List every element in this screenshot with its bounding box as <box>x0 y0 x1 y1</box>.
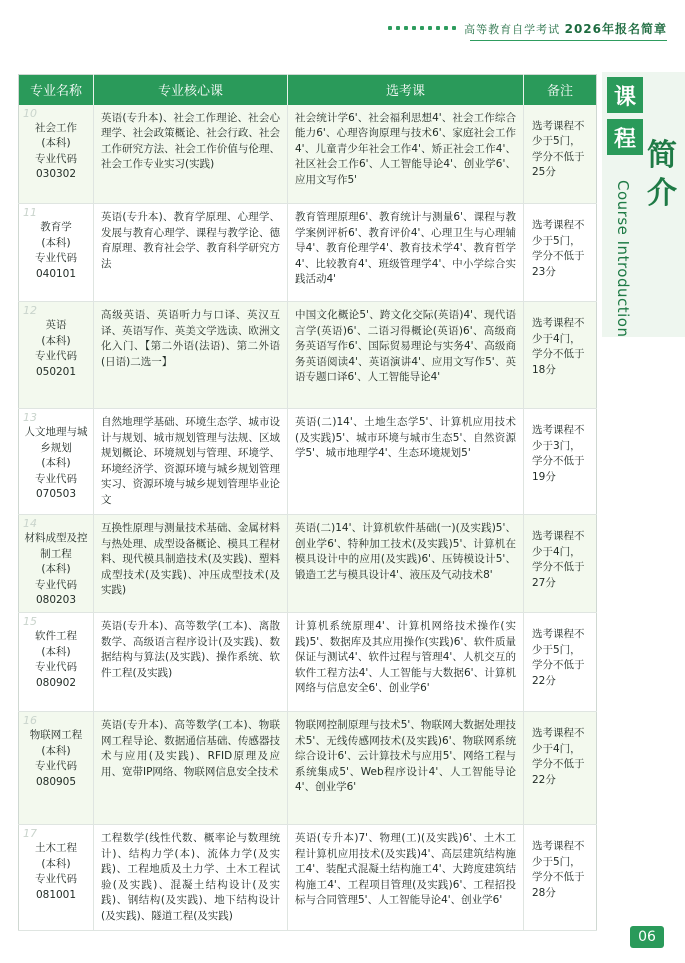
table-row <box>19 515 597 613</box>
table-row <box>19 105 597 204</box>
row-number: 17 <box>23 827 37 840</box>
page-header <box>388 18 667 38</box>
row-number: 13 <box>23 411 37 424</box>
major-name: 社会工作 <box>35 121 77 134</box>
row-number: 15 <box>23 615 37 628</box>
header-dots-decoration <box>388 26 456 30</box>
major-cell <box>19 409 94 515</box>
major-name: 材料成型及控制工程 <box>24 532 88 560</box>
major-level: (本科) <box>41 236 71 249</box>
major-code-label: 专业代码 <box>35 578 77 591</box>
major-cell <box>19 515 94 613</box>
elective-courses: 英语(二)14'、土地生态学5'、计算机应用技术(及实践)5'、城市环境与城市生态5'、自然资源学5'、城市地理学4'、生态环境规划5' <box>288 409 524 515</box>
major-level: (本科) <box>41 137 71 149</box>
course-intro-sidebar <box>602 72 685 352</box>
major-name: 教育学 <box>40 221 72 233</box>
note: 选考课程不少于5门，学分不低于28分 <box>524 825 597 931</box>
core-courses: 英语(专升本)、社会工作理论、社会心理学、社会政策概论、社会行政、社会工作研究方法、社会工作价值与伦理、社会工作专业实习(实践) <box>94 105 288 204</box>
major-level: (本科) <box>41 457 71 469</box>
header-major: 专业名称 <box>19 75 94 105</box>
sidebar-char-2: 程 <box>607 119 643 155</box>
major-code-label: 专业代码 <box>35 472 77 485</box>
major-code-label: 专业代码 <box>35 350 77 362</box>
core-courses: 英语(专升本)、高等数学(工本)、物联网工程导论、数据通信基础、传感器技术与应用(及实践)、RFID原理及应用、宽带IP网络、物联网信息安全技术 <box>94 712 288 825</box>
major-level: (本科) <box>41 334 71 347</box>
table-row <box>19 825 597 931</box>
major-course-table <box>18 74 597 931</box>
table-row <box>19 302 597 409</box>
row-number: 11 <box>23 206 37 219</box>
header-core-courses: 专业核心课 <box>94 75 288 105</box>
major-code-label: 专业代码 <box>35 873 77 885</box>
major-code-label: 专业代码 <box>35 152 77 165</box>
elective-courses: 英语(二)14'、计算机软件基础(一)(及实践)5'、创业学6'、特种加工技术(及实践)5'、计算机在模具设计中的应用(及实践)6'、压铸模设计5'、锻造工艺与模具设计4'、液压及气动技术8' <box>288 515 524 613</box>
major-cell <box>19 204 94 302</box>
major-code: 081001 <box>35 888 77 901</box>
note: 选考课程不少于4门，学分不低于27分 <box>524 515 597 613</box>
major-code-label: 专业代码 <box>35 760 77 772</box>
note: 选考课程不少于5门，学分不低于23分 <box>524 204 597 302</box>
elective-courses: 中国文化概论5'、跨文化交际(英语)4'、现代语言学(英语)6'、二语习得概论(英语)6'、高级商务英语写作6'、国际贸易理论与实务4'、高级商务英语阅读4'、英语演讲4'、应用文写作5'、英语专题口译6'、人工智能导论4' <box>288 302 524 409</box>
row-number: 10 <box>23 106 37 120</box>
note: 选考课程不少于5门，学分不低于25分 <box>524 105 597 204</box>
core-courses: 英语(专升本)、教育学原理、心理学、发展与教育心理学、课程与教学论、德育原理、教育社会学、教育科学研究方法 <box>94 204 288 302</box>
major-code: 080905 <box>35 775 77 788</box>
major-name: 软件工程 <box>35 630 77 642</box>
major-cell <box>19 712 94 825</box>
major-cell <box>19 302 94 409</box>
table-row <box>19 409 597 515</box>
major-code: 080203 <box>35 594 77 606</box>
major-cell <box>19 825 94 931</box>
row-number: 16 <box>23 714 37 727</box>
page-number: 06 <box>630 926 664 948</box>
core-courses: 自然地理学基础、环境生态学、城市设计与规划、城市规划管理与法规、区域规划概论、环境规划与管理、环境学、环境经济学、资源环境与城乡规划管理实习、资源环境与城乡规划管理毕业论文 <box>94 409 288 515</box>
major-code: 030302 <box>35 168 77 180</box>
core-courses: 互换性原理与测量技术基础、金属材料与热处理、成型设备概论、模具工程材料、现代模具制造技术(及实践)、塑料成型技术(及实践)、冲压成型技术(及实践) <box>94 515 288 613</box>
sidebar-english-title <box>614 180 636 338</box>
major-code: 040101 <box>35 267 77 280</box>
header-title-main: 高等教育自学考试 <box>464 22 561 36</box>
row-number: 12 <box>23 304 37 317</box>
elective-courses: 教育管理原理6'、教育统计与测量6'、课程与教学案例评析6'、教育评价4'、心理卫生与心理辅导4'、教育伦理学4'、教育技术学4'、教育哲学4'、比较教育4'、班级管理学4'、中小学综合实践活动4' <box>288 204 524 302</box>
major-code-label: 专业代码 <box>35 252 77 264</box>
table-header-row <box>19 75 597 105</box>
core-courses: 高级英语、英语听力与口译、英汉互译、英语写作、英美文学选读、欧洲文化入门、【第二外语(法语)、第二外语(日语)二选一】 <box>94 302 288 409</box>
major-code: 070503 <box>35 488 77 500</box>
major-level: (本科) <box>41 563 71 575</box>
sidebar-english-text: Course Introduction <box>614 180 632 338</box>
major-level: (本科) <box>41 645 71 658</box>
elective-courses: 社会统计学6'、社会福利思想4'、社会工作综合能力6'、心理咨询原理与技术6'、家庭社会工作4'、儿童青少年社会工作4'、矫正社会工作4'、社区社会工作6'、人工智能导论4'、创业学6'、应用文写作5' <box>288 105 524 204</box>
elective-courses: 物联网控制原理与技术5'、物联网大数据处理技术5'、无线传感网技术(及实践)6'、物联网系统综合设计6'、云计算技术与应用5'、网络工程与系统集成5'、Web程序设计4'、人工智能导论4'、创业学6' <box>288 712 524 825</box>
note: 选考课程不少于5门，学分不低于22分 <box>524 613 597 712</box>
major-cell <box>19 105 94 204</box>
core-courses: 工程数学(线性代数、概率论与数理统计)、结构力学(本)、流体力学(及实践)、工程地质及土力学、土木工程试验(及实践)、混凝土结构设计(及实践)、钢结构(及实践)、地下结构设计(及实践)、隧道工程(及实践) <box>94 825 288 931</box>
table-row <box>19 613 597 712</box>
note: 选考课程不少于4门，学分不低于22分 <box>524 712 597 825</box>
header-elective-courses: 选考课 <box>288 75 524 105</box>
header-note: 备注 <box>524 75 597 105</box>
major-code: 080902 <box>35 676 77 689</box>
elective-courses: 计算机系统原理4'、计算机网络技术操作(实践)5'、数据库及其应用操作(实践)6'、软件质量保证与测试4'、软件过程与管理4'、人机交互的软件工程方法4'、人工智能与大数据6'、计算机网络与信息安全6'、创业学6' <box>288 613 524 712</box>
major-level: (本科) <box>41 744 71 757</box>
major-code-label: 专业代码 <box>35 661 77 673</box>
header-rule <box>470 40 667 41</box>
major-cell <box>19 613 94 712</box>
header-title <box>464 20 667 37</box>
major-name: 物联网工程 <box>29 729 83 741</box>
major-name: 土木工程 <box>35 842 77 854</box>
major-level: (本科) <box>41 857 71 870</box>
sidebar-char-3: 简 <box>647 138 677 173</box>
header-title-bold: 2026年报名简章 <box>564 21 667 36</box>
row-number: 14 <box>23 517 37 530</box>
note: 选考课程不少于3门，学分不低于19分 <box>524 409 597 515</box>
major-code: 050201 <box>35 365 77 378</box>
table-row <box>19 204 597 302</box>
sidebar-char-4: 介 <box>647 176 677 211</box>
note: 选考课程不少于4门，学分不低于18分 <box>524 302 597 409</box>
core-courses: 英语(专升本)、高等数学(工本)、离散数学、高级语言程序设计(及实践)、数据结构与算法(及实践)、操作系统、软件工程(及实践) <box>94 613 288 712</box>
major-name: 人文地理与城乡规划 <box>24 426 88 454</box>
elective-courses: 英语(专升本)7'、物理(工)(及实践)6'、土木工程计算机应用技术(及实践)4'、高层建筑结构施工4'、装配式混凝土结构施工4'、大跨度建筑结构施工4'、工程项目管理(及实践)6'、工程招投标与合同管理5'、人工智能导论4'、创业学6' <box>288 825 524 931</box>
major-name: 英语 <box>45 319 67 331</box>
table-row <box>19 712 597 825</box>
sidebar-char-1: 课 <box>607 77 643 113</box>
